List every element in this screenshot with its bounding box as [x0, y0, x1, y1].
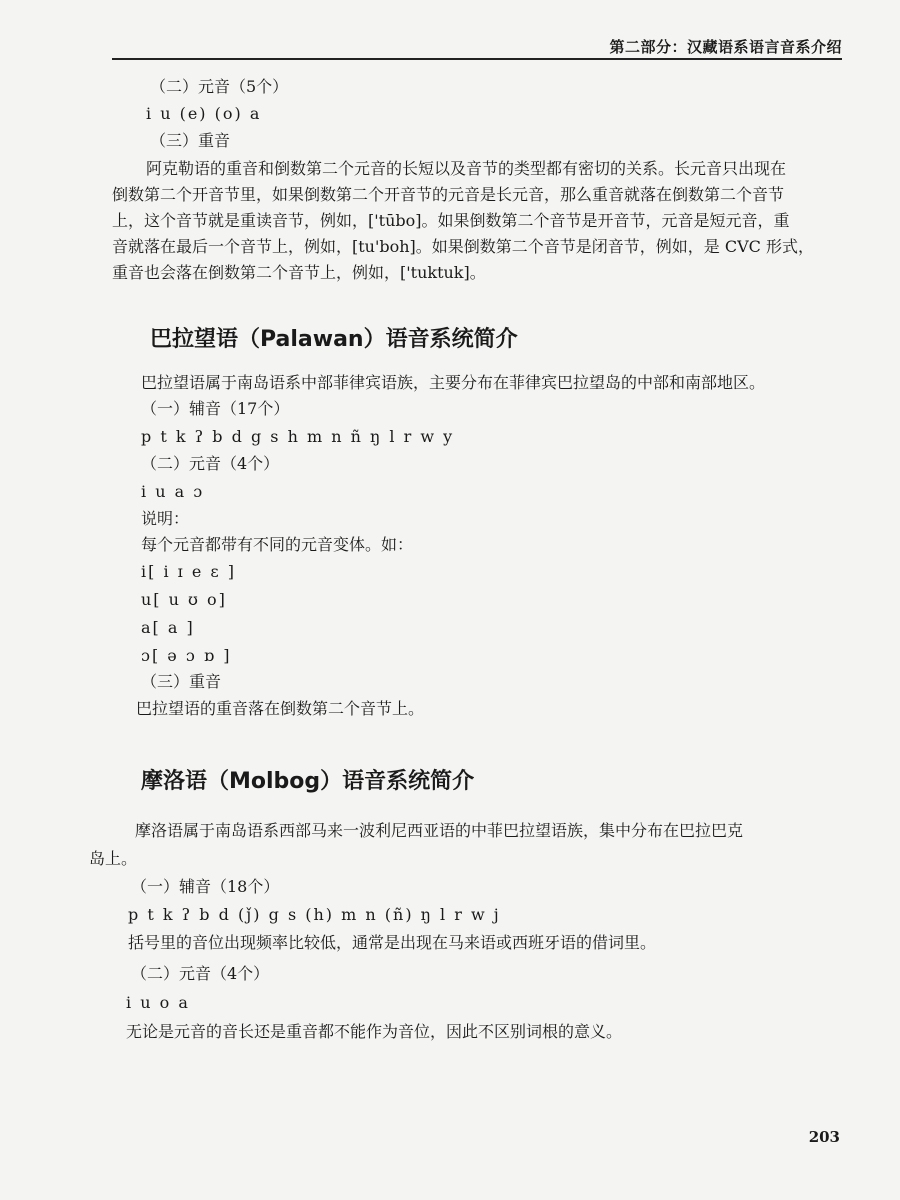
molbog-section-title: 摩洛语（Molbog）语音系统简介: [141, 769, 475, 794]
palawan-vowel-variant: u[ u ʊ o]: [141, 590, 227, 609]
palawan-vowel-heading: （二）元音（4个）: [141, 454, 280, 473]
akelan-stress-heading: （三）重音: [150, 131, 231, 150]
palawan-stress-heading: （三）重音: [141, 672, 222, 691]
palawan-vowel-inventory: i u a ɔ: [141, 482, 205, 501]
molbog-vowel-note: 无论是元音的音长还是重音都不能作为音位，因此不区别词根的意义。: [126, 1022, 623, 1041]
molbog-consonant-inventory: p t k ʔ b d (ǰ) g s (h) m n (ñ) ŋ l r w j: [128, 905, 501, 924]
palawan-stress-text: 巴拉望语的重音落在倒数第二个音节上。: [136, 699, 425, 718]
palawan-consonant-inventory: p t k ʔ b d g s h m n ñ ŋ l r w y: [141, 427, 455, 446]
palawan-vowel-variant: i[ i ɪ e ɛ ]: [141, 562, 237, 581]
palawan-note-text: 每个元音都带有不同的元音变体。如：: [141, 535, 414, 554]
molbog-intro-line: 岛上。: [89, 849, 138, 868]
molbog-vowel-inventory: i u o a: [126, 993, 190, 1012]
molbog-consonant-note: 括号里的音位出现频率比较低，通常是出现在马来语或西班牙语的借词里。: [128, 933, 657, 952]
akelan-stress-line: 重音也会落在倒数第二个音节上，例如，['tuktuk]。: [112, 263, 486, 282]
palawan-section-title: 巴拉望语（Palawan）语音系统简介: [150, 327, 518, 352]
palawan-consonant-heading: （一）辅音（17个）: [141, 399, 290, 418]
akelan-vowel-heading: （二）元音（5个）: [150, 77, 289, 96]
akelan-stress-line: 音就落在最后一个音节上，例如，[tu'boh]。如果倒数第二个音节是闭音节，例如，是 CVC 形式，: [112, 237, 815, 256]
palawan-vowel-variant: ɔ[ ə ɔ ɒ ]: [141, 646, 232, 665]
akelan-stress-line: 阿克勒语的重音和倒数第二个元音的长短以及音节的类型都有密切的关系。长元音只出现在: [146, 159, 787, 178]
akelan-stress-line: 倒数第二个开音节里，如果倒数第二个开音节的元音是长元音，那么重音就落在倒数第二个音节: [112, 185, 785, 204]
page-number: 203: [808, 1128, 840, 1146]
molbog-vowel-heading: （二）元音（4个）: [131, 964, 270, 983]
running-header: 第二部分：汉藏语系语言音系介绍: [609, 38, 842, 56]
akelan-stress-line: 上，这个音节就是重读音节，例如，['tūbo]。如果倒数第二个音节是开音节，元音是短元音，重: [112, 211, 790, 230]
palawan-vowel-variant: a[ a ]: [141, 618, 195, 637]
molbog-consonant-heading: （一）辅音（18个）: [131, 877, 280, 896]
palawan-note-label: 说明：: [141, 509, 190, 528]
molbog-intro-line: 摩洛语属于南岛语系西部马来一波利尼西亚语的中菲巴拉望语族，集中分布在巴拉巴克: [135, 821, 744, 840]
akelan-vowel-inventory: i u (e) (o) a: [146, 104, 262, 123]
palawan-intro: 巴拉望语属于南岛语系中部菲律宾语族，主要分布在菲律宾巴拉望岛的中部和南部地区。: [141, 373, 766, 392]
header-rule: [112, 58, 842, 60]
